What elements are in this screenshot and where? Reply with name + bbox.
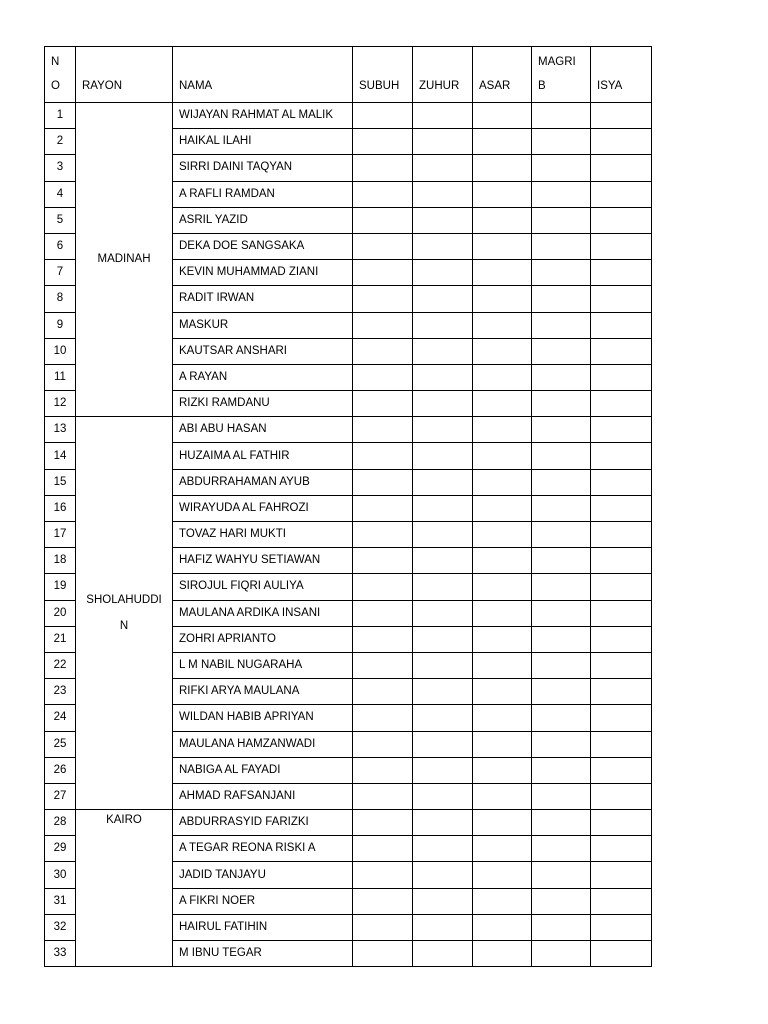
- attendance-cell-magrib[interactable]: [532, 679, 591, 705]
- attendance-cell-isya[interactable]: [591, 155, 652, 181]
- rayon-kairo: KAIRO: [76, 810, 173, 967]
- attendance-cell-magrib[interactable]: [532, 312, 591, 338]
- attendance-cell-isya[interactable]: [591, 600, 652, 626]
- attendance-cell-subuh[interactable]: [353, 862, 413, 888]
- attendance-cell-subuh[interactable]: [353, 469, 413, 495]
- header-rayon: RAYON: [76, 47, 173, 103]
- table-row: [45, 417, 652, 443]
- attendance-cell-zuhur[interactable]: [413, 260, 473, 286]
- attendance-cell-subuh[interactable]: [353, 103, 413, 129]
- attendance-cell-isya[interactable]: [591, 548, 652, 574]
- row-number: 5: [45, 207, 76, 233]
- student-name: SIRRI DAINI TAQYAN: [173, 155, 353, 181]
- attendance-cell-asar[interactable]: [473, 522, 532, 548]
- attendance-cell-magrib[interactable]: [532, 783, 591, 809]
- row-number: 6: [45, 233, 76, 259]
- attendance-cell-isya[interactable]: [591, 286, 652, 312]
- attendance-cell-magrib[interactable]: [532, 574, 591, 600]
- attendance-cell-asar[interactable]: [473, 207, 532, 233]
- attendance-cell-zuhur[interactable]: [413, 364, 473, 390]
- row-number: 22: [45, 652, 76, 678]
- row-number: 31: [45, 888, 76, 914]
- attendance-cell-subuh[interactable]: [353, 548, 413, 574]
- row-number: 1: [45, 103, 76, 129]
- attendance-cell-magrib[interactable]: [532, 626, 591, 652]
- student-name: ABDURRASYID FARIZKI: [173, 810, 353, 836]
- attendance-cell-isya[interactable]: [591, 757, 652, 783]
- attendance-cell-subuh[interactable]: [353, 155, 413, 181]
- row-number: 33: [45, 941, 76, 967]
- attendance-cell-asar[interactable]: [473, 548, 532, 574]
- attendance-cell-magrib[interactable]: [532, 836, 591, 862]
- attendance-cell-isya[interactable]: [591, 129, 652, 155]
- attendance-cell-asar[interactable]: [473, 888, 532, 914]
- row-number: 20: [45, 600, 76, 626]
- attendance-cell-magrib[interactable]: [532, 548, 591, 574]
- attendance-cell-asar[interactable]: [473, 600, 532, 626]
- student-name: ABI ABU HASAN: [173, 417, 353, 443]
- attendance-cell-magrib[interactable]: [532, 260, 591, 286]
- row-number: 21: [45, 626, 76, 652]
- attendance-cell-magrib[interactable]: [532, 364, 591, 390]
- row-number: 8: [45, 286, 76, 312]
- student-name: JADID TANJAYU: [173, 862, 353, 888]
- attendance-cell-zuhur[interactable]: [413, 312, 473, 338]
- attendance-cell-subuh[interactable]: [353, 260, 413, 286]
- attendance-cell-magrib[interactable]: [532, 338, 591, 364]
- attendance-cell-subuh[interactable]: [353, 652, 413, 678]
- attendance-cell-magrib[interactable]: [532, 600, 591, 626]
- attendance-cell-asar[interactable]: [473, 836, 532, 862]
- attendance-cell-magrib[interactable]: [532, 495, 591, 521]
- attendance-cell-isya[interactable]: [591, 260, 652, 286]
- attendance-cell-magrib[interactable]: [532, 233, 591, 259]
- attendance-cell-asar[interactable]: [473, 155, 532, 181]
- attendance-cell-asar[interactable]: [473, 181, 532, 207]
- rayon-sholahuddin: SHOLAHUDDI N: [76, 417, 173, 810]
- attendance-cell-asar[interactable]: [473, 286, 532, 312]
- attendance-cell-isya[interactable]: [591, 181, 652, 207]
- attendance-cell-subuh[interactable]: [353, 522, 413, 548]
- attendance-cell-magrib[interactable]: [532, 862, 591, 888]
- attendance-cell-magrib[interactable]: [532, 914, 591, 940]
- attendance-cell-magrib[interactable]: [532, 286, 591, 312]
- header-row: [45, 47, 652, 103]
- attendance-cell-zuhur[interactable]: [413, 417, 473, 443]
- attendance-cell-asar[interactable]: [473, 731, 532, 757]
- attendance-cell-isya[interactable]: [591, 338, 652, 364]
- student-name: RIZKI RAMDANU: [173, 391, 353, 417]
- attendance-cell-zuhur[interactable]: [413, 233, 473, 259]
- attendance-cell-zuhur[interactable]: [413, 155, 473, 181]
- student-name: ZOHRI APRIANTO: [173, 626, 353, 652]
- attendance-cell-zuhur[interactable]: [413, 391, 473, 417]
- attendance-cell-zuhur[interactable]: [413, 941, 473, 967]
- attendance-cell-asar[interactable]: [473, 443, 532, 469]
- attendance-cell-asar[interactable]: [473, 757, 532, 783]
- student-name: KAUTSAR ANSHARI: [173, 338, 353, 364]
- attendance-cell-isya[interactable]: [591, 914, 652, 940]
- row-number: 23: [45, 679, 76, 705]
- attendance-cell-magrib[interactable]: [532, 888, 591, 914]
- attendance-cell-zuhur[interactable]: [413, 522, 473, 548]
- attendance-cell-asar[interactable]: [473, 652, 532, 678]
- attendance-cell-subuh[interactable]: [353, 495, 413, 521]
- attendance-cell-subuh[interactable]: [353, 312, 413, 338]
- row-number: 19: [45, 574, 76, 600]
- attendance-cell-isya[interactable]: [591, 207, 652, 233]
- attendance-cell-asar[interactable]: [473, 417, 532, 443]
- attendance-cell-asar[interactable]: [473, 679, 532, 705]
- attendance-cell-isya[interactable]: [591, 233, 652, 259]
- student-name: WIJAYAN RAHMAT AL MALIK: [173, 103, 353, 129]
- attendance-cell-magrib[interactable]: [532, 181, 591, 207]
- attendance-cell-isya[interactable]: [591, 836, 652, 862]
- attendance-cell-isya[interactable]: [591, 574, 652, 600]
- student-name: AHMAD RAFSANJANI: [173, 783, 353, 809]
- row-number: 7: [45, 260, 76, 286]
- student-name: MAULANA HAMZANWADI: [173, 731, 353, 757]
- table-row: [45, 103, 652, 129]
- row-number: 2: [45, 129, 76, 155]
- attendance-cell-subuh[interactable]: [353, 364, 413, 390]
- student-name: A RAFLI RAMDAN: [173, 181, 353, 207]
- attendance-cell-asar[interactable]: [473, 862, 532, 888]
- attendance-cell-zuhur[interactable]: [413, 888, 473, 914]
- attendance-cell-subuh[interactable]: [353, 233, 413, 259]
- attendance-cell-zuhur[interactable]: [413, 129, 473, 155]
- attendance-cell-isya[interactable]: [591, 941, 652, 967]
- row-number: 9: [45, 312, 76, 338]
- row-number: 3: [45, 155, 76, 181]
- row-number: 25: [45, 731, 76, 757]
- attendance-cell-magrib[interactable]: [532, 757, 591, 783]
- attendance-cell-magrib[interactable]: [532, 417, 591, 443]
- attendance-cell-subuh[interactable]: [353, 181, 413, 207]
- attendance-cell-isya[interactable]: [591, 469, 652, 495]
- attendance-cell-zuhur[interactable]: [413, 810, 473, 836]
- attendance-cell-asar[interactable]: [473, 233, 532, 259]
- student-name: HUZAIMA AL FATHIR: [173, 443, 353, 469]
- attendance-cell-subuh[interactable]: [353, 810, 413, 836]
- attendance-cell-zuhur[interactable]: [413, 548, 473, 574]
- header-no: N O: [45, 47, 76, 103]
- attendance-cell-magrib[interactable]: [532, 443, 591, 469]
- student-name: ABDURRAHAMAN AYUB: [173, 469, 353, 495]
- attendance-cell-subuh[interactable]: [353, 731, 413, 757]
- student-name: WIRAYUDA AL FAHROZI: [173, 495, 353, 521]
- attendance-cell-asar[interactable]: [473, 783, 532, 809]
- attendance-cell-magrib[interactable]: [532, 103, 591, 129]
- attendance-cell-zuhur[interactable]: [413, 495, 473, 521]
- student-name: A RAYAN: [173, 364, 353, 390]
- attendance-cell-zuhur[interactable]: [413, 914, 473, 940]
- attendance-cell-asar[interactable]: [473, 705, 532, 731]
- attendance-cell-asar[interactable]: [473, 626, 532, 652]
- attendance-cell-zuhur[interactable]: [413, 783, 473, 809]
- attendance-cell-magrib[interactable]: [532, 129, 591, 155]
- attendance-cell-magrib[interactable]: [532, 652, 591, 678]
- row-number: 18: [45, 548, 76, 574]
- row-number: 15: [45, 469, 76, 495]
- attendance-cell-isya[interactable]: [591, 391, 652, 417]
- attendance-cell-zuhur[interactable]: [413, 731, 473, 757]
- student-name: NABIGA AL FAYADI: [173, 757, 353, 783]
- attendance-cell-isya[interactable]: [591, 495, 652, 521]
- header-isya: ISYA: [591, 47, 652, 103]
- student-name: MASKUR: [173, 312, 353, 338]
- attendance-cell-zuhur[interactable]: [413, 600, 473, 626]
- attendance-cell-subuh[interactable]: [353, 888, 413, 914]
- attendance-cell-asar[interactable]: [473, 260, 532, 286]
- header-asar: ASAR: [473, 47, 532, 103]
- attendance-cell-zuhur[interactable]: [413, 705, 473, 731]
- attendance-cell-asar[interactable]: [473, 914, 532, 940]
- attendance-cell-zuhur[interactable]: [413, 862, 473, 888]
- table-row: [45, 810, 652, 836]
- attendance-cell-subuh[interactable]: [353, 391, 413, 417]
- row-number: 4: [45, 181, 76, 207]
- attendance-cell-isya[interactable]: [591, 626, 652, 652]
- attendance-cell-subuh[interactable]: [353, 338, 413, 364]
- student-name: A FIKRI NOER: [173, 888, 353, 914]
- attendance-cell-isya[interactable]: [591, 417, 652, 443]
- attendance-cell-subuh[interactable]: [353, 914, 413, 940]
- student-name: RADIT IRWAN: [173, 286, 353, 312]
- student-name: ASRIL YAZID: [173, 207, 353, 233]
- attendance-table: [44, 46, 652, 967]
- attendance-cell-subuh[interactable]: [353, 443, 413, 469]
- attendance-cell-isya[interactable]: [591, 443, 652, 469]
- attendance-cell-subuh[interactable]: [353, 574, 413, 600]
- row-number: 14: [45, 443, 76, 469]
- student-name: SIROJUL FIQRI AULIYA: [173, 574, 353, 600]
- student-name: HAIRUL FATIHIN: [173, 914, 353, 940]
- attendance-cell-isya[interactable]: [591, 652, 652, 678]
- header-subuh: SUBUH: [353, 47, 413, 103]
- attendance-cell-zuhur[interactable]: [413, 181, 473, 207]
- attendance-cell-subuh[interactable]: [353, 600, 413, 626]
- student-name: MAULANA ARDIKA INSANI: [173, 600, 353, 626]
- attendance-cell-isya[interactable]: [591, 862, 652, 888]
- attendance-cell-zuhur[interactable]: [413, 652, 473, 678]
- attendance-cell-isya[interactable]: [591, 810, 652, 836]
- attendance-cell-subuh[interactable]: [353, 757, 413, 783]
- header-magrib: MAGRI B: [532, 47, 591, 103]
- attendance-cell-subuh[interactable]: [353, 679, 413, 705]
- attendance-cell-isya[interactable]: [591, 731, 652, 757]
- attendance-cell-subuh[interactable]: [353, 129, 413, 155]
- attendance-cell-zuhur[interactable]: [413, 338, 473, 364]
- student-name: HAIKAL ILAHI: [173, 129, 353, 155]
- attendance-cell-subuh[interactable]: [353, 207, 413, 233]
- attendance-cell-magrib[interactable]: [532, 207, 591, 233]
- student-name: M IBNU TEGAR: [173, 941, 353, 967]
- attendance-cell-isya[interactable]: [591, 312, 652, 338]
- attendance-cell-magrib[interactable]: [532, 810, 591, 836]
- attendance-cell-subuh[interactable]: [353, 705, 413, 731]
- student-name: HAFIZ WAHYU SETIAWAN: [173, 548, 353, 574]
- rayon-madinah: MADINAH: [76, 103, 173, 417]
- attendance-cell-asar[interactable]: [473, 941, 532, 967]
- attendance-cell-subuh[interactable]: [353, 417, 413, 443]
- student-name: L M NABIL NUGARAHA: [173, 652, 353, 678]
- attendance-cell-subuh[interactable]: [353, 626, 413, 652]
- attendance-cell-asar[interactable]: [473, 810, 532, 836]
- attendance-cell-subuh[interactable]: [353, 836, 413, 862]
- attendance-cell-isya[interactable]: [591, 888, 652, 914]
- attendance-cell-isya[interactable]: [591, 364, 652, 390]
- student-name: WILDAN HABIB APRIYAN: [173, 705, 353, 731]
- attendance-cell-magrib[interactable]: [532, 522, 591, 548]
- row-number: 11: [45, 364, 76, 390]
- attendance-cell-asar[interactable]: [473, 364, 532, 390]
- attendance-cell-zuhur[interactable]: [413, 443, 473, 469]
- attendance-cell-magrib[interactable]: [532, 731, 591, 757]
- attendance-cell-magrib[interactable]: [532, 469, 591, 495]
- attendance-cell-isya[interactable]: [591, 522, 652, 548]
- attendance-cell-asar[interactable]: [473, 312, 532, 338]
- attendance-cell-asar[interactable]: [473, 129, 532, 155]
- row-number: 16: [45, 495, 76, 521]
- attendance-cell-zuhur[interactable]: [413, 469, 473, 495]
- attendance-cell-asar[interactable]: [473, 495, 532, 521]
- attendance-cell-zuhur[interactable]: [413, 103, 473, 129]
- attendance-cell-isya[interactable]: [591, 783, 652, 809]
- attendance-cell-zuhur[interactable]: [413, 626, 473, 652]
- row-number: 17: [45, 522, 76, 548]
- student-name: KEVIN MUHAMMAD ZIANI: [173, 260, 353, 286]
- student-name: DEKA DOE SANGSAKA: [173, 233, 353, 259]
- attendance-cell-isya[interactable]: [591, 679, 652, 705]
- student-name: RIFKI ARYA MAULANA: [173, 679, 353, 705]
- attendance-cell-zuhur[interactable]: [413, 679, 473, 705]
- attendance-cell-asar[interactable]: [473, 574, 532, 600]
- header-nama: NAMA: [173, 47, 353, 103]
- attendance-cell-asar[interactable]: [473, 469, 532, 495]
- attendance-cell-zuhur[interactable]: [413, 574, 473, 600]
- attendance-cell-zuhur[interactable]: [413, 836, 473, 862]
- header-zuhur: ZUHUR: [413, 47, 473, 103]
- attendance-cell-subuh[interactable]: [353, 783, 413, 809]
- row-number: 29: [45, 836, 76, 862]
- attendance-cell-subuh[interactable]: [353, 286, 413, 312]
- attendance-cell-isya[interactable]: [591, 103, 652, 129]
- row-number: 30: [45, 862, 76, 888]
- attendance-cell-isya[interactable]: [591, 705, 652, 731]
- attendance-cell-magrib[interactable]: [532, 155, 591, 181]
- attendance-cell-magrib[interactable]: [532, 941, 591, 967]
- attendance-cell-asar[interactable]: [473, 391, 532, 417]
- attendance-cell-asar[interactable]: [473, 338, 532, 364]
- row-number: 13: [45, 417, 76, 443]
- attendance-cell-magrib[interactable]: [532, 391, 591, 417]
- attendance-cell-magrib[interactable]: [532, 705, 591, 731]
- student-name: A TEGAR REONA RISKI A: [173, 836, 353, 862]
- row-number: 26: [45, 757, 76, 783]
- attendance-cell-zuhur[interactable]: [413, 207, 473, 233]
- attendance-cell-asar[interactable]: [473, 103, 532, 129]
- student-name: TOVAZ HARI MUKTI: [173, 522, 353, 548]
- attendance-cell-subuh[interactable]: [353, 941, 413, 967]
- row-number: 32: [45, 914, 76, 940]
- row-number: 10: [45, 338, 76, 364]
- attendance-cell-zuhur[interactable]: [413, 757, 473, 783]
- row-number: 24: [45, 705, 76, 731]
- attendance-cell-zuhur[interactable]: [413, 286, 473, 312]
- row-number: 12: [45, 391, 76, 417]
- row-number: 28: [45, 810, 76, 836]
- row-number: 27: [45, 783, 76, 809]
